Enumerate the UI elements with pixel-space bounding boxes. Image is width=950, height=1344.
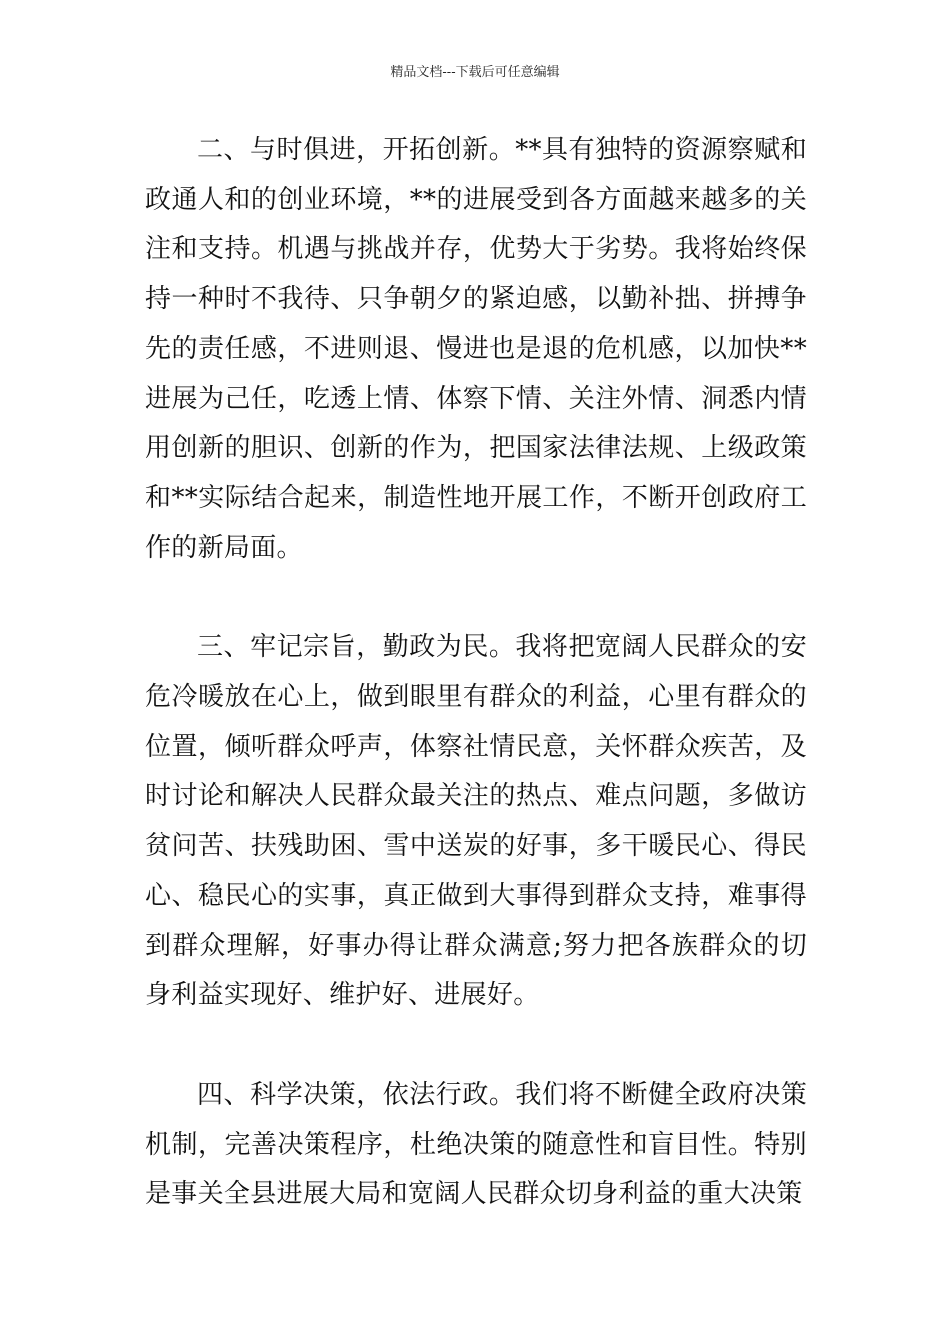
- paragraph-four: 四、科学决策，依法行政。我们将不断健全政府决策机制，完善决策程序，杜绝决策的随意性和盲目性。特别是事关全县进展大局和宽阔人民群众切身利益的重大决策: [145, 1079, 807, 1210]
- page-header: 精品文档---下载后可任意编辑: [390, 65, 560, 80]
- paragraph-two: 二、与时俱进，开拓创新。**具有独特的资源察赋和政通人和的创业环境，**的进展受到各方面越来越多的关注和支持。机遇与挑战并存，优势大于劣势。我将始终保持一种时不我待、只争朝夕的紧迫感，以勤补拙、拼搏争先的责任感，不进则退、慢进也是退的危机感，以加快**进展为己任，吃透上情、体察下情、关注外情、洞悉内情用创新的胆识、创新的作为，把国家法律法规、上级政策和**实际结合起来，制造性地开展工作，不断开创政府工作的新局面。: [145, 135, 807, 563]
- paragraph-three: 三、牢记宗旨，勤政为民。我将把宽阔人民群众的安危冷暖放在心上，做到眼里有群众的利益，心里有群众的位置，倾听群众呼声，体察社情民意，关怀群众疾苦，及时讨论和解决人民群众最关注的热点、难点问题，多做访贫问苦、扶残助困、雪中送炭的好事，多干暖民心、得民心、稳民心的实事，真正做到大事得到群众支持，难事得到群众理解，好事办得让群众满意;努力把各族群众的切身利益实现好、维护好、进展好。: [145, 632, 807, 1011]
- document-body: [145, 126, 807, 1220]
